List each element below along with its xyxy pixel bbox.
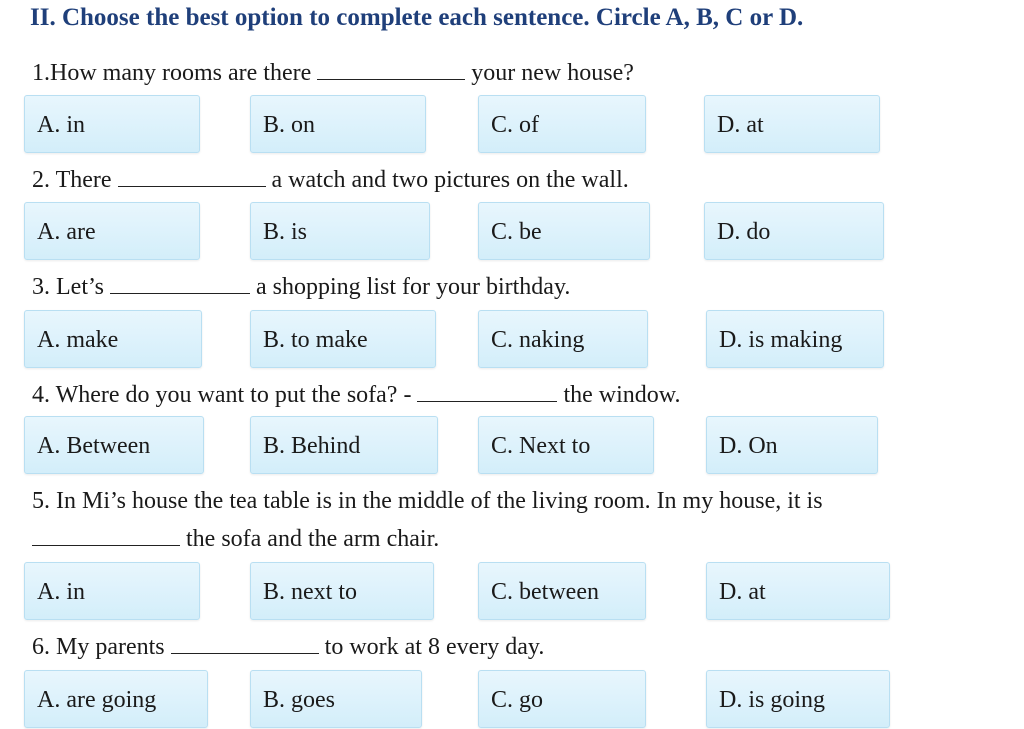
question-4-option-d[interactable]: D. On xyxy=(706,416,878,474)
question-6 xyxy=(32,632,544,662)
question-6-option-c[interactable]: C. go xyxy=(478,670,646,728)
question-1-option-b[interactable]: B. on xyxy=(250,95,426,153)
question-2-option-b[interactable]: B. is xyxy=(250,202,430,260)
question-3-option-d[interactable]: D. is making xyxy=(706,310,884,368)
question-4-text-after: the window. xyxy=(563,382,681,408)
question-1-blank[interactable] xyxy=(317,59,465,80)
question-5-line-2 xyxy=(32,524,439,554)
question-1 xyxy=(32,58,634,88)
question-3-option-b[interactable]: B. to make xyxy=(250,310,436,368)
question-5-text-before: 5. In Mi’s house the tea table is in the middle of the living room. In my house, it is xyxy=(32,488,823,514)
question-2-blank[interactable] xyxy=(118,166,266,187)
question-2-text-after: a watch and two pictures on the wall. xyxy=(271,167,629,193)
question-1-text-after: your new house? xyxy=(471,60,634,86)
question-4-option-c[interactable]: C. Next to xyxy=(478,416,654,474)
question-2-text-before: 2. There xyxy=(32,167,112,193)
question-3-text-before: 3. Let’s xyxy=(32,274,104,300)
question-1-option-a[interactable]: A. in xyxy=(24,95,200,153)
question-5-line-1 xyxy=(32,486,823,516)
question-6-blank[interactable] xyxy=(171,633,319,654)
question-3-text-after: a shopping list for your birthday. xyxy=(256,274,571,300)
question-2-option-a[interactable]: A. are xyxy=(24,202,200,260)
question-1-option-c[interactable]: C. of xyxy=(478,95,646,153)
question-4-blank[interactable] xyxy=(417,381,557,402)
question-3 xyxy=(32,272,570,302)
question-2 xyxy=(32,165,629,195)
question-3-option-c[interactable]: C. naking xyxy=(478,310,648,368)
question-3-option-a[interactable]: A. make xyxy=(24,310,202,368)
question-4-option-b[interactable]: B. Behind xyxy=(250,416,438,474)
question-6-option-b[interactable]: B. goes xyxy=(250,670,422,728)
exercise-title: II. Choose the best option to complete each sentence. Circle A, B, C or D. xyxy=(30,4,804,31)
question-5-blank[interactable] xyxy=(32,525,180,546)
question-1-option-d[interactable]: D. at xyxy=(704,95,880,153)
question-1-text-before: 1.How many rooms are there xyxy=(32,60,312,86)
question-5-option-c[interactable]: C. between xyxy=(478,562,646,620)
question-4 xyxy=(32,380,681,410)
question-2-option-c[interactable]: C. be xyxy=(478,202,650,260)
question-4-option-a[interactable]: A. Between xyxy=(24,416,204,474)
question-5-option-b[interactable]: B. next to xyxy=(250,562,434,620)
question-2-option-d[interactable]: D. do xyxy=(704,202,884,260)
question-5-text-after: the sofa and the arm chair. xyxy=(186,526,440,552)
question-6-text-after: to work at 8 every day. xyxy=(324,634,545,660)
question-4-text-before: 4. Where do you want to put the sofa? - xyxy=(32,382,412,408)
question-6-text-before: 6. My parents xyxy=(32,634,165,660)
question-5-option-d[interactable]: D. at xyxy=(706,562,890,620)
question-5-option-a[interactable]: A. in xyxy=(24,562,200,620)
question-3-blank[interactable] xyxy=(110,273,250,294)
question-6-option-a[interactable]: A. are going xyxy=(24,670,208,728)
question-6-option-d[interactable]: D. is going xyxy=(706,670,890,728)
